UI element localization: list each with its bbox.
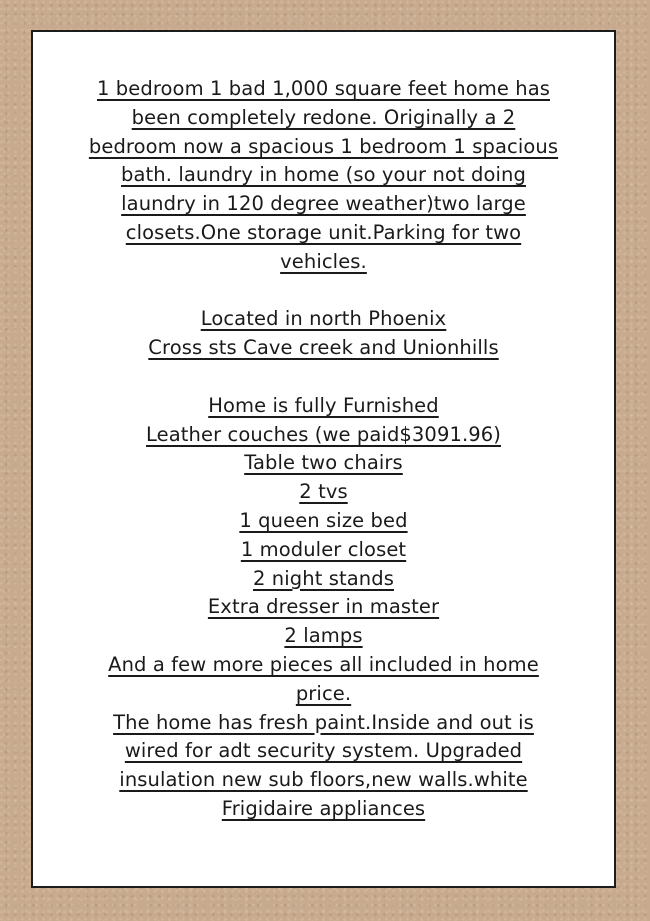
text-line: bedroom now a spacious 1 bedroom 1 spacious [88,134,559,158]
text-line: been completely redone. Originally a 2 [131,105,516,129]
text-line: 2 tvs [299,480,348,504]
text-line: Leather couches (we paid$3091.96) [146,422,501,446]
text-line: Cross sts Cave creek and Unionhills [148,336,499,360]
flyer-card [31,30,616,888]
text-line: closets.One storage unit.Parking for two [125,220,522,244]
text-line: The home has fresh paint.Inside and out is [113,710,534,734]
text-line: Frigidaire appliances [221,796,426,820]
text-line: bath. laundry in home (so your not doing [121,163,526,187]
text-line: 1 bedroom 1 bad 1,000 square feet home has [96,77,550,100]
text-line: Located in north Phoenix [200,307,447,331]
text-line: laundry in 120 degree weather)two large [121,192,526,216]
text-line: vehicles. [280,249,367,273]
listing-text [73,75,574,824]
text-line: price. [295,681,352,705]
text-line: Table two chairs [244,451,403,475]
text-line: Home is fully Furnished [208,393,439,417]
text-line: Extra dresser in master [207,595,440,619]
location-paragraph [73,305,574,363]
text-line: wired for adt security system. Upgraded [124,739,523,763]
description-paragraph [73,75,574,277]
text-line: And a few more pieces all included in home [108,652,539,676]
text-line: 2 lamps [284,624,363,648]
text-line: 1 queen size bed [239,508,408,532]
text-line: 2 night stands [252,566,394,590]
text-line: 1 moduler closet [240,537,407,561]
furnishings-paragraph [73,392,574,824]
text-line: insulation new sub floors,new walls.white [119,768,528,792]
